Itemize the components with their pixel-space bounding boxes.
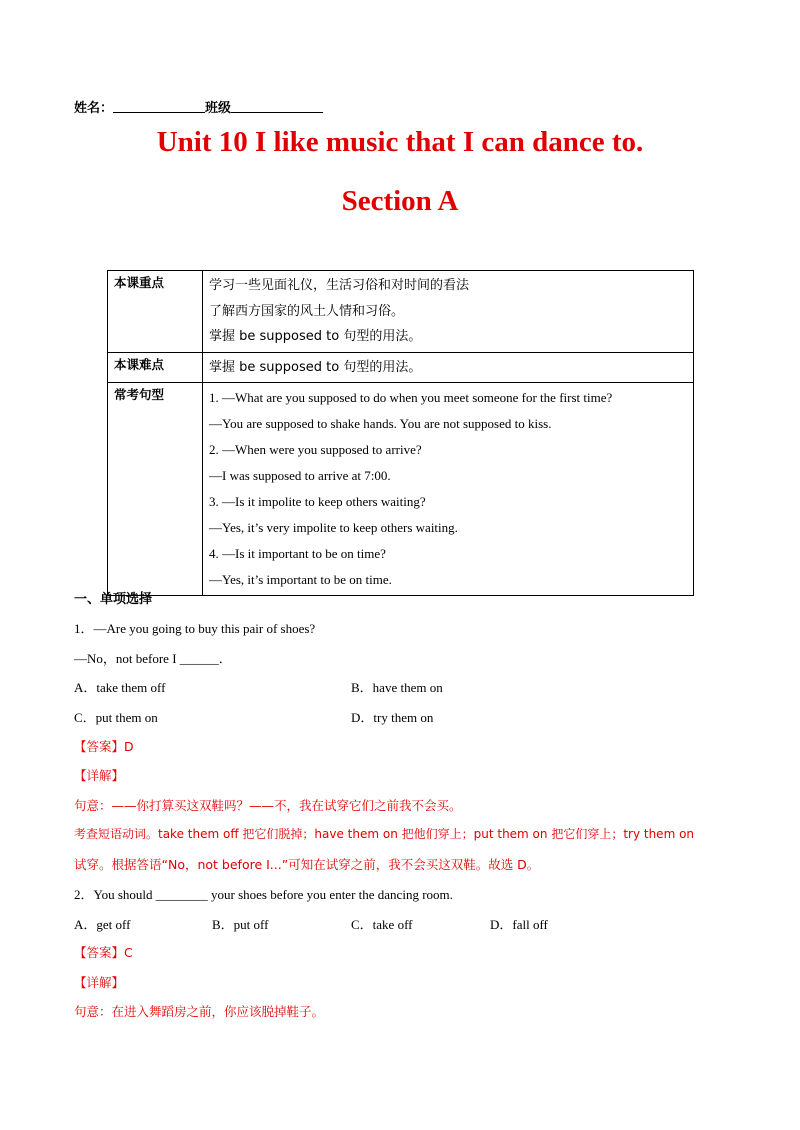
- row-content: [203, 383, 694, 596]
- row-head: 常考句型: [108, 383, 203, 596]
- row-content: [203, 271, 694, 353]
- option-d: D．fall off: [490, 917, 548, 932]
- row-line: —I was supposed to arrive at 7:00.: [209, 468, 391, 483]
- row-line: —Yes, it’s very impolite to keep others waiting.: [209, 520, 458, 535]
- page-title: Unit 10 I like music that I can dance to.: [156, 126, 644, 158]
- row-content: [203, 352, 694, 383]
- row-line: 1. —What are you supposed to do when you meet someone for the first time?: [209, 390, 613, 405]
- option-d: D．try them on: [351, 710, 434, 725]
- detail-label: 【详解】: [74, 768, 125, 783]
- row-line: 了解西方国家的风土人情和习俗。: [209, 303, 405, 319]
- option-c: C．take off: [351, 917, 413, 932]
- question-stem: 2．You should ________ your shoes before you enter the dancing room.: [74, 887, 453, 902]
- name-label: 姓名：: [74, 101, 114, 116]
- row-line: 掌握 be supposed to 句型的用法。: [209, 359, 422, 375]
- explanation-line: 试穿。根据答语“No，not before I...”可知在试穿之前，我不会买这双鞋。故选 D。: [74, 857, 540, 872]
- row-head: 本课难点: [108, 352, 203, 383]
- name-class-line: [74, 97, 323, 116]
- explanation-line: 考查短语动词。take them off 把它们脱掉；have them on 把他们穿上；put them on 把它们穿上；try them on: [74, 827, 695, 841]
- row-head: 本课重点: [108, 271, 203, 353]
- option-c: C．put them on: [74, 710, 158, 725]
- option-a: A．get off: [74, 917, 131, 932]
- question-stem: —No，not before I ______．: [74, 651, 232, 666]
- section-heading: 一、单项选择: [74, 592, 153, 607]
- question-stem: 1．—Are you going to buy this pair of shoes?: [74, 621, 316, 636]
- explanation-line: 句意：——你打算买这双鞋吗？——不，我在试穿它们之前我不会买。: [74, 798, 462, 813]
- lesson-info-table: [107, 270, 694, 596]
- table-row: [108, 352, 694, 383]
- row-line: 2. —When were you supposed to arrive?: [209, 442, 422, 457]
- class-label: 班级: [205, 101, 232, 116]
- explanation-line: 句意：在进入舞蹈房之前，你应该脱掉鞋子。: [74, 1004, 325, 1019]
- option-a: A．take them off: [74, 680, 166, 695]
- answer-label: 【答案】D: [74, 739, 134, 754]
- option-b: B．have them on: [351, 680, 443, 695]
- row-line: 学习一些见面礼仪，生活习俗和对时间的看法: [209, 278, 470, 293]
- row-line: 3. —Is it impolite to keep others waiting?: [209, 494, 426, 509]
- row-line: 4. —Is it important to be on time?: [209, 546, 386, 561]
- answer-label: 【答案】C: [74, 945, 133, 960]
- table-row: [108, 271, 694, 353]
- page-subtitle: Section A: [341, 185, 459, 217]
- row-line: 掌握 be supposed to 句型的用法。: [209, 329, 422, 344]
- option-b: B．put off: [212, 917, 269, 932]
- row-line: —You are supposed to shake hands. You are not supposed to kiss.: [209, 416, 552, 431]
- name-blank: [113, 100, 205, 113]
- table-row: [108, 383, 694, 596]
- row-line: —Yes, it’s important to be on time.: [209, 572, 392, 587]
- detail-label: 【详解】: [74, 975, 125, 990]
- class-blank: [231, 100, 323, 113]
